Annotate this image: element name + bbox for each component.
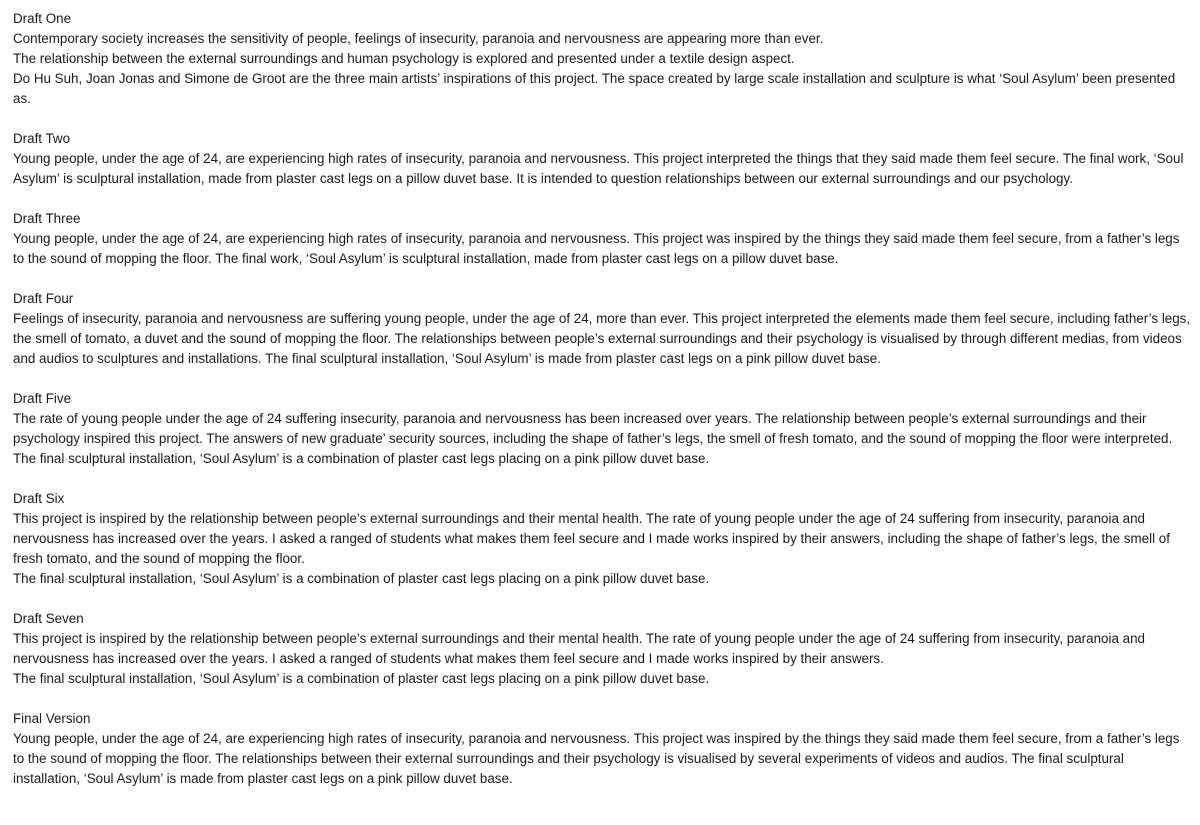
draft-seven — [13, 609, 1193, 689]
document — [13, 9, 1193, 809]
draft-paragraph: The final sculptural installation, ‘Soul Asylum’ is a combination of plaster cast legs placing on a pink pillow duvet base. — [13, 671, 710, 686]
draft-paragraph: Young people, under the age of 24, are experiencing high rates of insecurity, paranoia and nervousness. This project interpreted the things that they said made them feel secure. The final work, ‘Soul Asylum’ is sculptural installation, made from plaster cast legs on a pillow duvet base. It is intended to question relationships between our external surroundings and our psychology. — [13, 151, 1184, 186]
draft-paragraph: The final sculptural installation, ‘Soul Asylum’ is a combination of plaster cast legs placing on a pink pillow duvet base. — [13, 451, 710, 466]
draft-paragraph: Contemporary society increases the sensitivity of people, feelings of insecurity, paranoia and nervousness are appearing more than ever. — [13, 31, 824, 46]
draft-paragraph: This project is inspired by the relationship between people’s external surroundings and their mental health. The rate of young people under the age of 24 suffering from insecurity, paranoia and nervousness has increased over the years. I asked a ranged of students what makes them feel secure and I made works inspired by their answers, including the shape of father’s legs, the smell of fresh tomato, and the sound of mopping the floor. — [13, 511, 1170, 566]
draft-paragraph: Feelings of insecurity, paranoia and nervousness are suffering young people, under the age of 24, more than ever. This project interpreted the elements made them feel secure, including father’s legs, the smell of tomato, a duvet and the sound of mopping the floor. The relationships between people’s external surroundings and their psychology is visualised by through different medias, from videos and audios to sculptures and installations. The final sculptural installation, ‘Soul Asylum’ is made from plaster cast legs on a pink pillow duvet base. — [13, 311, 1191, 366]
draft-title: Draft Seven — [13, 611, 84, 626]
draft-paragraph: The rate of young people under the age of 24 suffering insecurity, paranoia and nervousness has been increased over years. The relationship between people’s external surroundings and their psychology inspired this project. The answers of new graduate’ security sources, including the shape of father’s legs, the smell of fresh tomato, and the sound of mopping the floor were interpreted. — [13, 411, 1173, 446]
draft-two — [13, 129, 1193, 189]
draft-title: Draft Four — [13, 291, 74, 306]
draft-four — [13, 289, 1193, 369]
draft-title: Draft Three — [13, 211, 81, 226]
draft-title: Draft Five — [13, 391, 72, 406]
draft-one — [13, 9, 1193, 109]
draft-paragraph: This project is inspired by the relationship between people’s external surroundings and their mental health. The rate of young people under the age of 24 suffering from insecurity, paranoia and nervousness has increased over the years. I asked a ranged of students what makes them feel secure and I made works inspired by their answers. — [13, 631, 1145, 666]
draft-paragraph: Young people, under the age of 24, are experiencing high rates of insecurity, paranoia and nervousness. This project was inspired by the things they said made them feel secure, from a father’s legs to the sound of mopping the floor. The relationships between their external surroundings and their psychology is visualised by several experiments of videos and audios. The final sculptural installation, ‘Soul Asylum’ is made from plaster cast legs on a pink pillow duvet base. — [13, 731, 1180, 786]
final-version — [13, 709, 1193, 789]
draft-paragraph: The relationship between the external surroundings and human psychology is explored and presented under a textile design aspect. — [13, 51, 795, 66]
draft-paragraph: The final sculptural installation, ‘Soul Asylum’ is a combination of plaster cast legs placing on a pink pillow duvet base. — [13, 571, 710, 586]
draft-three — [13, 209, 1193, 269]
draft-title: Draft One — [13, 11, 72, 26]
draft-paragraph: Young people, under the age of 24, are experiencing high rates of insecurity, paranoia and nervousness. This project was inspired by the things they said made them feel secure, from a father’s legs to the sound of mopping the floor. The final work, ‘Soul Asylum’ is sculptural installation, made from plaster cast legs on a pillow duvet base. — [13, 231, 1180, 266]
draft-five — [13, 389, 1193, 469]
draft-title: Final Version — [13, 711, 91, 726]
draft-paragraph: Do Hu Suh, Joan Jonas and Simone de Groot are the three main artists’ inspirations of this project. The space created by large scale installation and sculpture is what ‘Soul Asylum’ been presented as. — [13, 71, 1176, 106]
draft-title: Draft Two — [13, 131, 71, 146]
draft-title: Draft Six — [13, 491, 65, 506]
draft-six — [13, 489, 1193, 589]
